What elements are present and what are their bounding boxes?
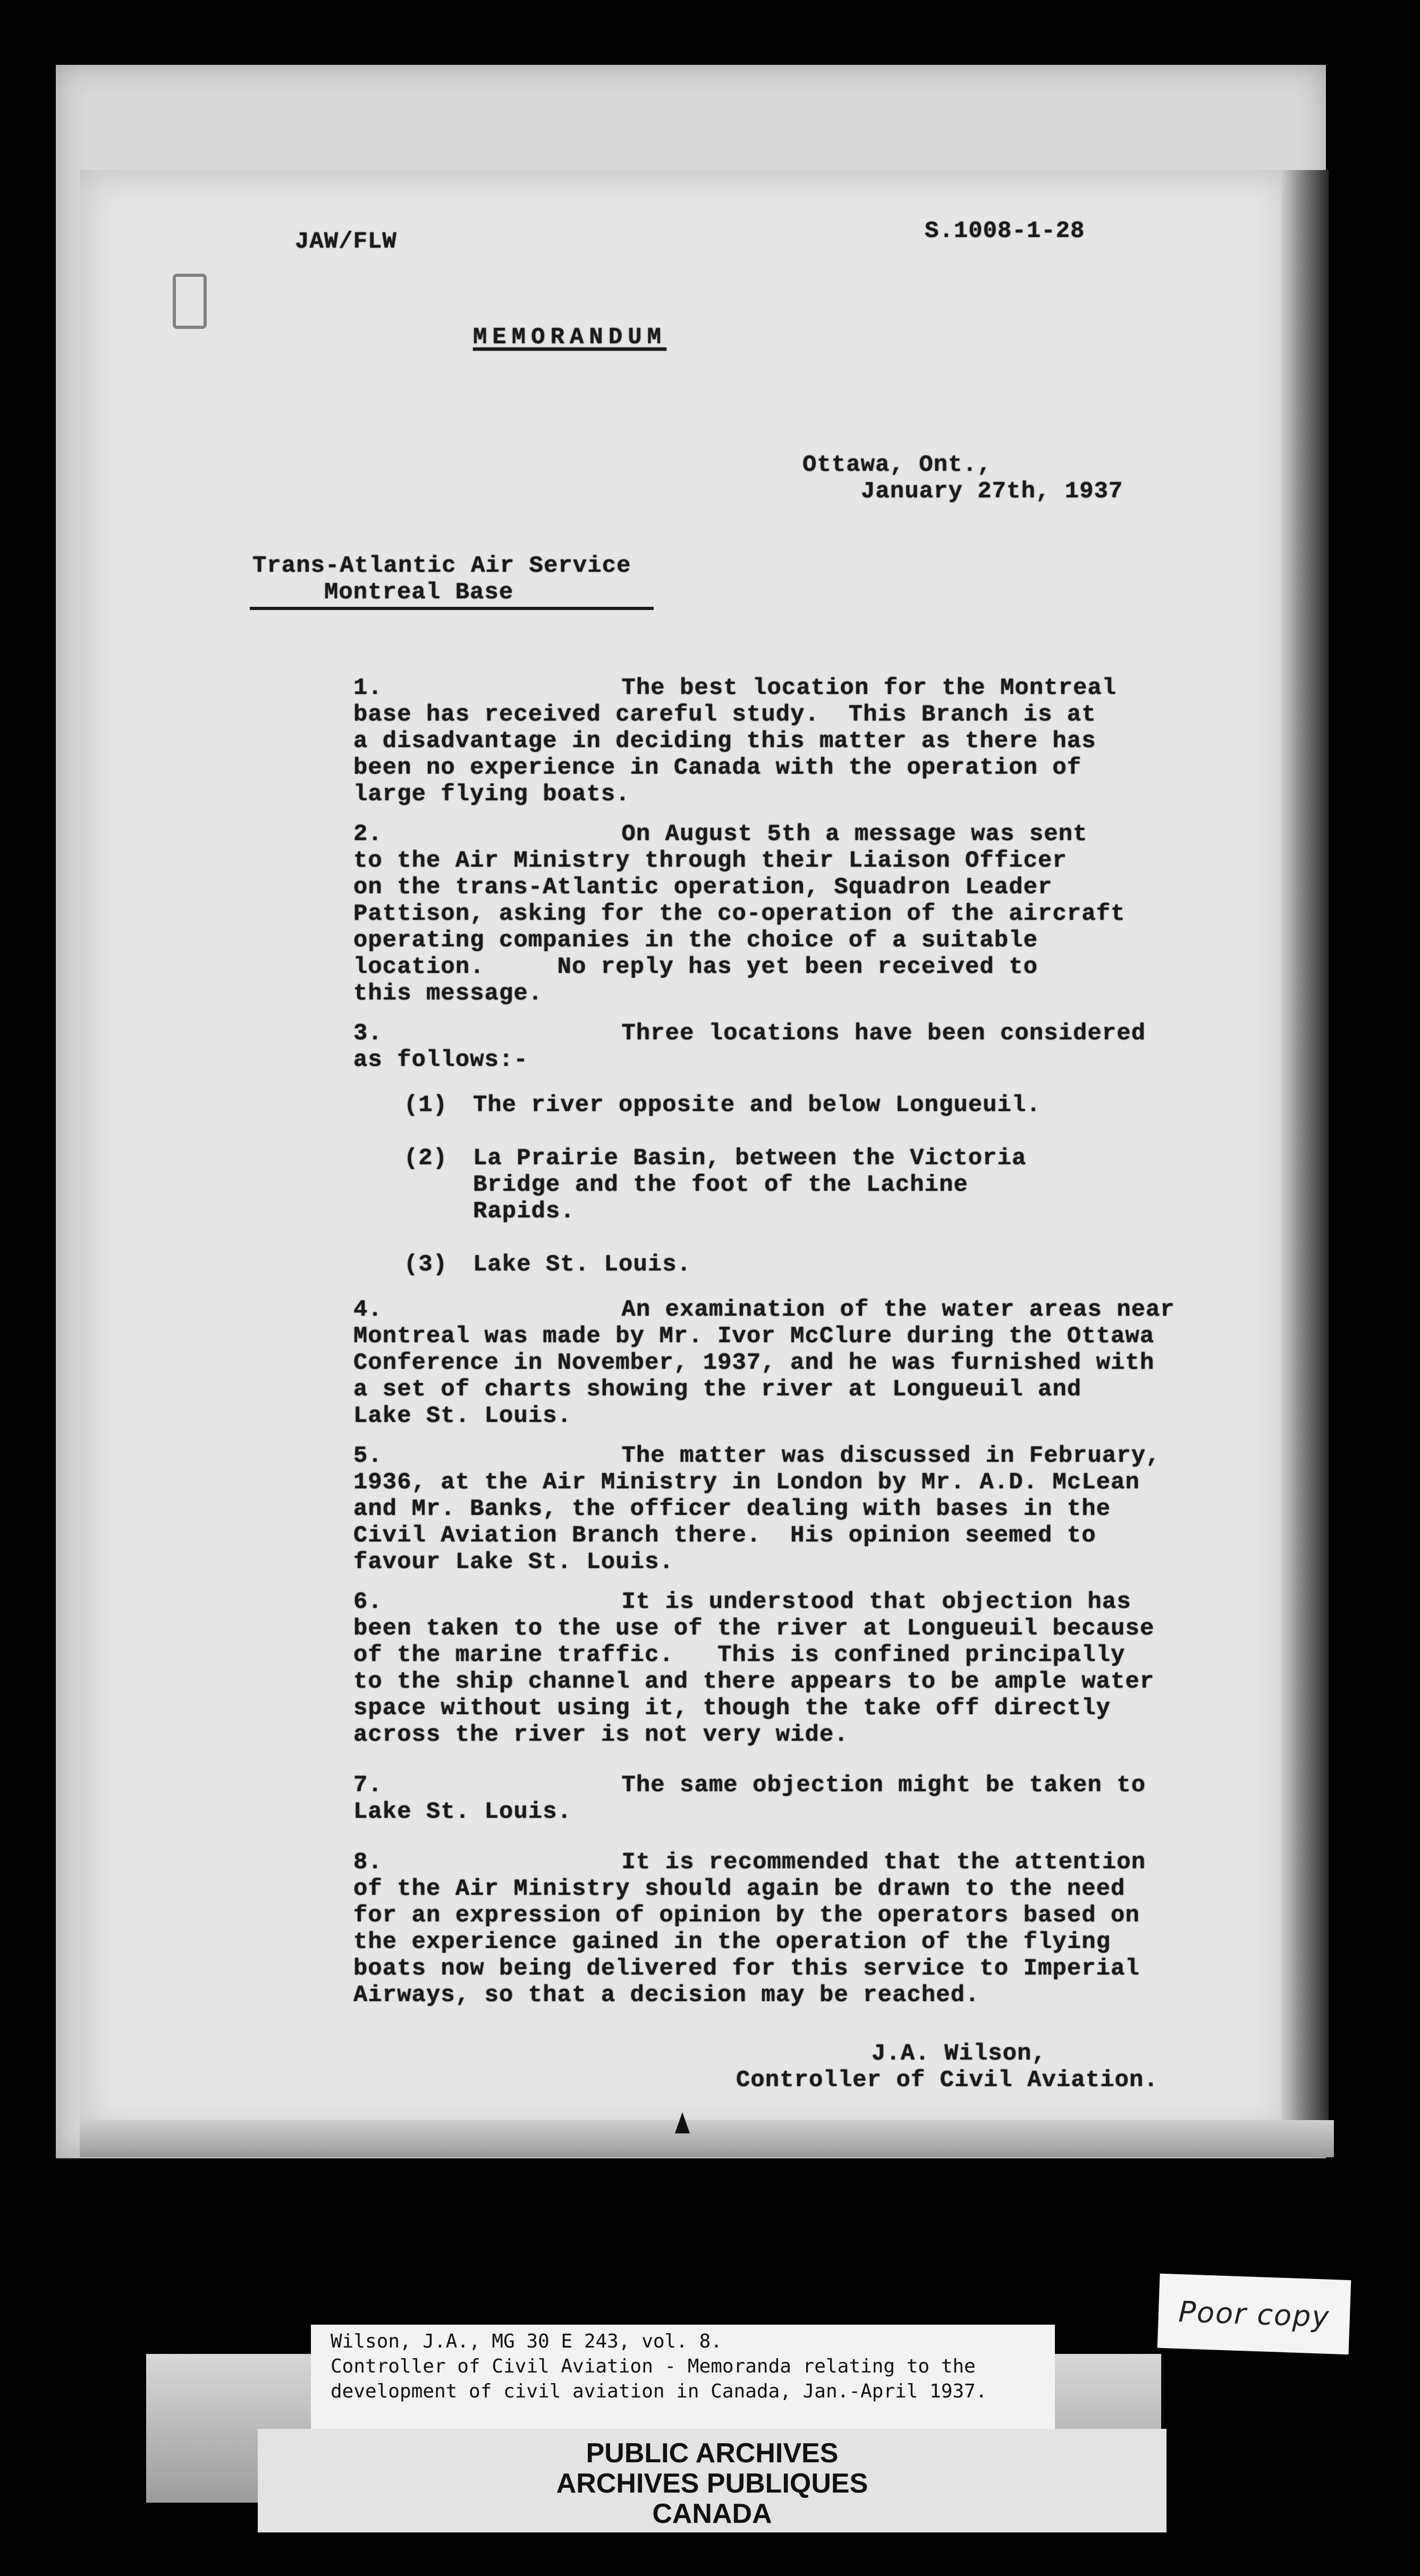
paragraph-line: The matter was discussed in February, xyxy=(388,1443,1161,1469)
paragraph-line: An examination of the water areas near xyxy=(388,1297,1175,1323)
archive-line-2: ARCHIVES PUBLIQUES xyxy=(556,2468,868,2499)
archive-line-1: PUBLIC ARCHIVES xyxy=(586,2438,839,2469)
paragraph-line: Airways, so that a decision may be reached. xyxy=(353,1982,980,2009)
paragraph-line: Lake St. Louis. xyxy=(353,1403,572,1429)
signature-title: Controller of Civil Aviation. xyxy=(736,2067,1159,2094)
location-number: (2) xyxy=(404,1145,448,1172)
paragraph-line: been no experience in Canada with the operation of xyxy=(353,755,1082,781)
paragraph-line: Lake St. Louis. xyxy=(353,1799,572,1825)
caption-line-2: Controller of Civil Aviation - Memoranda relating to the xyxy=(331,2355,976,2377)
location-line: La Prairie Basin, between the Victoria xyxy=(473,1145,1027,1172)
paragraph-line: and Mr. Banks, the officer dealing with bases in the xyxy=(353,1496,1111,1522)
paragraph-line: It is understood that objection has xyxy=(388,1589,1131,1615)
paper-edge-bottom xyxy=(80,2120,1334,2157)
paragraph-line: on the trans-Atlantic operation, Squadron Leader xyxy=(353,874,1053,901)
archive-line-3: CANADA xyxy=(652,2498,772,2529)
paragraph-line: favour Lake St. Louis. xyxy=(353,1549,674,1575)
caption-line-1: Wilson, J.A., MG 30 E 243, vol. 8. xyxy=(331,2331,722,2352)
paragraph-line: of the marine traffic. This is confined principally xyxy=(353,1642,1126,1668)
paragraph-line: On August 5th a message was sent xyxy=(388,821,1088,848)
paragraph-line: Civil Aviation Branch there. His opinion seemed to xyxy=(353,1522,1096,1549)
paragraph-number: 2. xyxy=(353,821,383,848)
paragraph-line: operating companies in the choice of a suitable xyxy=(353,927,1038,954)
subject-underline xyxy=(250,607,654,610)
paragraph-line: as follows:- xyxy=(353,1047,528,1073)
paragraph-line: a set of charts showing the river at Longueuil and xyxy=(353,1376,1082,1403)
location-line: The river opposite and below Longueuil. xyxy=(473,1092,1041,1118)
paragraph-line: of the Air Ministry should again be drawn to the need xyxy=(353,1876,1126,1902)
pin-mark-icon xyxy=(675,2112,690,2133)
paragraph-line: large flying boats. xyxy=(353,781,630,808)
caption-line-3: development of civil aviation in Canada, Jan.-April 1937. xyxy=(331,2380,987,2402)
paragraph-line: Montreal was made by Mr. Ivor McClure during the Ottawa xyxy=(353,1323,1155,1350)
paragraph-line: location. No reply has yet been received to xyxy=(353,954,1038,980)
location-line: Rapids. xyxy=(473,1198,575,1225)
paragraph-line: boats now being delivered for this service to Imperial xyxy=(353,1955,1140,1982)
paragraph-number: 8. xyxy=(353,1849,383,1876)
paragraph-line: 1936, at the Air Ministry in London by Mr. A.D. McLean xyxy=(353,1469,1140,1496)
paragraph-number: 7. xyxy=(353,1772,383,1799)
paper-edge-right xyxy=(1281,170,1329,2136)
paragraph-line: for an expression of opinion by the operators based on xyxy=(353,1902,1140,1929)
paragraph-line: It is recommended that the attention xyxy=(388,1849,1146,1876)
paragraph-line: this message. xyxy=(353,980,543,1007)
memo-date: January 27th, 1937 xyxy=(861,478,1123,505)
paragraph-line: across the river is not very wide. xyxy=(353,1722,849,1748)
paragraph-number: 4. xyxy=(353,1297,383,1323)
staple-mark-icon xyxy=(173,274,207,329)
memo-title: MEMORANDUM xyxy=(473,324,667,351)
memo-subject-line1: Trans-Atlantic Air Service xyxy=(252,553,631,579)
paragraph-line: Pattison, asking for the co-operation of the aircraft xyxy=(353,901,1126,927)
paragraph-line: space without using it, though the take off directly xyxy=(353,1695,1111,1722)
file-initials: JAW/FLW xyxy=(295,228,397,255)
paragraph-line: The best location for the Montreal xyxy=(388,675,1117,701)
paragraph-line: to the ship channel and there appears to be ample water xyxy=(353,1668,1155,1695)
poor-copy-note xyxy=(1157,2274,1351,2354)
location-number: (1) xyxy=(404,1092,448,1118)
location-number: (3) xyxy=(404,1251,448,1278)
paragraph-number: 6. xyxy=(353,1589,383,1615)
paragraph-line: to the Air Ministry through their Liaison Officer xyxy=(353,848,1067,874)
paragraph-line: a disadvantage in deciding this matter as there has xyxy=(353,728,1096,755)
memo-subject-line2: Montreal Base xyxy=(324,579,514,606)
paragraph-number: 3. xyxy=(353,1020,383,1047)
paragraph-line: Conference in November, 1937, and he was furnished with xyxy=(353,1350,1155,1376)
paragraph-number: 5. xyxy=(353,1443,383,1469)
memo-place: Ottawa, Ont., xyxy=(802,452,992,478)
location-line: Bridge and the foot of the Lachine xyxy=(473,1172,968,1198)
signature-name: J.A. Wilson, xyxy=(872,2040,1046,2067)
poor-copy-text: Poor copy xyxy=(1178,2294,1331,2334)
paragraph-line: the experience gained in the operation of the flying xyxy=(353,1929,1111,1955)
file-reference-number: S.1008-1-28 xyxy=(925,218,1085,244)
paragraph-line: Three locations have been considered xyxy=(388,1020,1146,1047)
location-line: Lake St. Louis. xyxy=(473,1251,692,1278)
paragraph-line: The same objection might be taken to xyxy=(388,1772,1146,1799)
paragraph-line: base has received careful study. This Branch is at xyxy=(353,701,1096,728)
paragraph-line: been taken to the use of the river at Longueuil because xyxy=(353,1615,1155,1642)
paragraph-number: 1. xyxy=(353,675,383,701)
